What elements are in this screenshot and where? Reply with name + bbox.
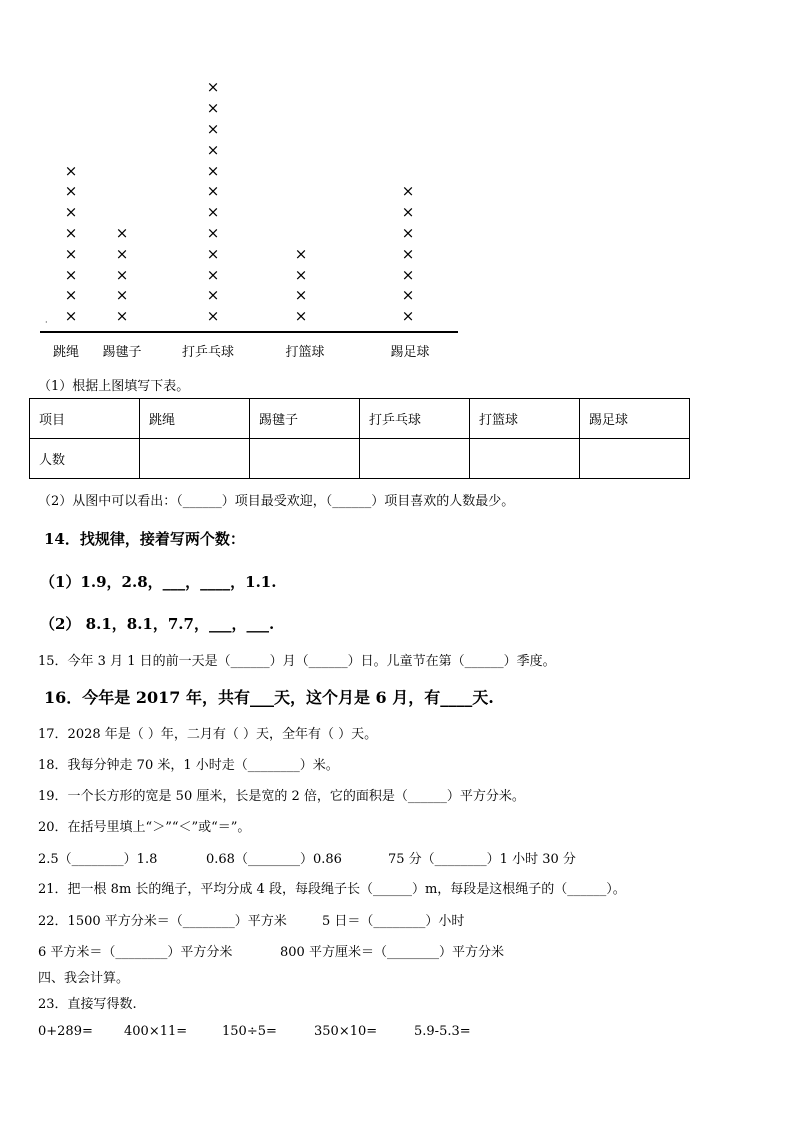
cross-mark: × bbox=[401, 223, 415, 242]
section-heading: 四、我会计算。 bbox=[38, 971, 130, 986]
cross-mark: × bbox=[401, 203, 415, 222]
answer-cell[interactable] bbox=[140, 439, 250, 479]
stray-dot: · bbox=[45, 318, 48, 327]
cross-mark: × bbox=[64, 244, 78, 263]
q20-item: 0.68（________）0.86 bbox=[206, 852, 342, 867]
cross-mark: × bbox=[206, 182, 220, 201]
cross-mark: × bbox=[115, 244, 129, 263]
cross-mark: × bbox=[115, 224, 129, 242]
mark-column-3 bbox=[203, 77, 223, 327]
q19: 19．一个长方形的宽是 50 厘米，长是宽的 2 倍，它的面积是（______）平方分米。 bbox=[38, 789, 525, 804]
answer-cell[interactable] bbox=[580, 439, 690, 479]
q22-line2a: 6 平方米＝（________）平方分米 bbox=[38, 945, 233, 960]
table-cell: 项目 bbox=[30, 399, 140, 439]
q21: 21．把一根 8m 长的绳子，平均分成 4 段，每段绳子长（______）m，每段是这根绳子的（______）。 bbox=[38, 882, 626, 897]
q20-item: 2.5（________）1.8 bbox=[38, 852, 158, 867]
q14-line2: （2） 8.1，8.1，7.7，___，___. bbox=[40, 615, 275, 633]
answer-cell[interactable] bbox=[250, 439, 360, 479]
q16: 16．今年是 2017 年，共有___天，这个月是 6 月，有____天. bbox=[44, 688, 494, 707]
cross-mark: × bbox=[64, 161, 78, 180]
category-label: 跳绳 bbox=[52, 345, 79, 360]
cross-mark: × bbox=[115, 286, 129, 305]
cross-mark: × bbox=[401, 182, 415, 201]
cross-mark: × bbox=[294, 307, 308, 326]
q13-part2: （2）从图中可以看出：（______）项目最受欢迎，（______）项目喜欢的人数最少。 bbox=[38, 494, 515, 509]
q15: 15．今年 3 月 1 日的前一天是（______）月（______）日。儿童节在第（______）季度。 bbox=[38, 654, 556, 669]
cross-mark: × bbox=[64, 265, 78, 284]
table-cell: 踢足球 bbox=[580, 399, 690, 439]
cross-mark: × bbox=[206, 161, 220, 180]
cross-mark: × bbox=[294, 286, 308, 305]
q13-part1: （1）根据上图填写下表。 bbox=[38, 379, 190, 394]
cross-mark: × bbox=[64, 182, 78, 201]
cross-mark: × bbox=[64, 286, 78, 305]
cross-mark: × bbox=[294, 265, 308, 284]
cross-mark: × bbox=[206, 203, 220, 222]
cross-mark: × bbox=[115, 265, 129, 284]
answer-cell[interactable] bbox=[470, 439, 580, 479]
q23-item: 350×10= bbox=[314, 1024, 378, 1039]
cross-mark: × bbox=[64, 307, 78, 326]
category-label: 打篮球 bbox=[285, 345, 325, 360]
cross-mark: × bbox=[206, 286, 220, 305]
q22-line1a: 22．1500 平方分米＝（________）平方米 bbox=[38, 914, 287, 929]
table-header-row bbox=[30, 399, 690, 439]
chart-baseline bbox=[40, 331, 458, 333]
cross-mark: × bbox=[401, 307, 415, 326]
q13-table bbox=[29, 398, 690, 479]
category-label: 踢足球 bbox=[390, 345, 430, 360]
q14-title: 14．找规律，接着写两个数： bbox=[44, 530, 245, 548]
q22-line2b: 800 平方厘米＝（________）平方分米 bbox=[280, 945, 504, 960]
cross-mark: × bbox=[115, 307, 129, 326]
mark-column-4 bbox=[291, 244, 311, 327]
table-row bbox=[30, 439, 690, 479]
q23-item: 5.9-5.3= bbox=[414, 1024, 471, 1039]
cross-mark: × bbox=[401, 244, 415, 263]
q20-item: 75 分（________）1 小时 30 分 bbox=[388, 852, 576, 867]
cross-mark: × bbox=[206, 119, 220, 138]
q22-line1b: 5 日＝（________）小时 bbox=[322, 914, 465, 929]
cross-mark: × bbox=[64, 223, 78, 242]
answer-cell[interactable] bbox=[360, 439, 470, 479]
cross-mark: × bbox=[206, 244, 220, 263]
category-label: 打乒乓球 bbox=[181, 345, 234, 360]
table-cell: 打篮球 bbox=[470, 399, 580, 439]
category-label: 踢毽子 bbox=[102, 345, 142, 360]
mark-column-5 bbox=[398, 181, 418, 327]
mark-column-1 bbox=[61, 161, 81, 327]
cross-mark: × bbox=[294, 244, 308, 263]
table-cell: 打乒乓球 bbox=[360, 399, 470, 439]
table-cell: 跳绳 bbox=[140, 399, 250, 439]
mark-column-2 bbox=[112, 223, 132, 327]
cross-mark: × bbox=[206, 140, 220, 159]
q18: 18．我每分钟走 70 米，1 小时走（________）米。 bbox=[38, 758, 339, 773]
cross-mark: × bbox=[206, 223, 220, 242]
cross-mark: × bbox=[206, 78, 220, 97]
q23-item: 0+289= bbox=[38, 1024, 93, 1039]
table-cell: 人数 bbox=[30, 439, 140, 479]
q17: 17．2028 年是（ ）年，二月有（ ）天，全年有（ ）天。 bbox=[38, 727, 378, 742]
q23-title: 23．直接写得数. bbox=[38, 997, 137, 1012]
table-cell: 踢毽子 bbox=[250, 399, 360, 439]
cross-mark: × bbox=[401, 286, 415, 305]
cross-mark: × bbox=[401, 265, 415, 284]
cross-mark: × bbox=[64, 203, 78, 222]
cross-mark: × bbox=[206, 307, 220, 326]
q23-item: 150÷5= bbox=[222, 1024, 277, 1039]
cross-mark: × bbox=[206, 99, 220, 118]
q20-title: 20．在括号里填上“＞”“＜”或“＝”。 bbox=[38, 820, 251, 835]
q14-line1: （1）1.9，2.8，___，____，1.1. bbox=[40, 573, 277, 591]
cross-mark: × bbox=[206, 265, 220, 284]
q23-item: 400×11= bbox=[124, 1024, 188, 1039]
